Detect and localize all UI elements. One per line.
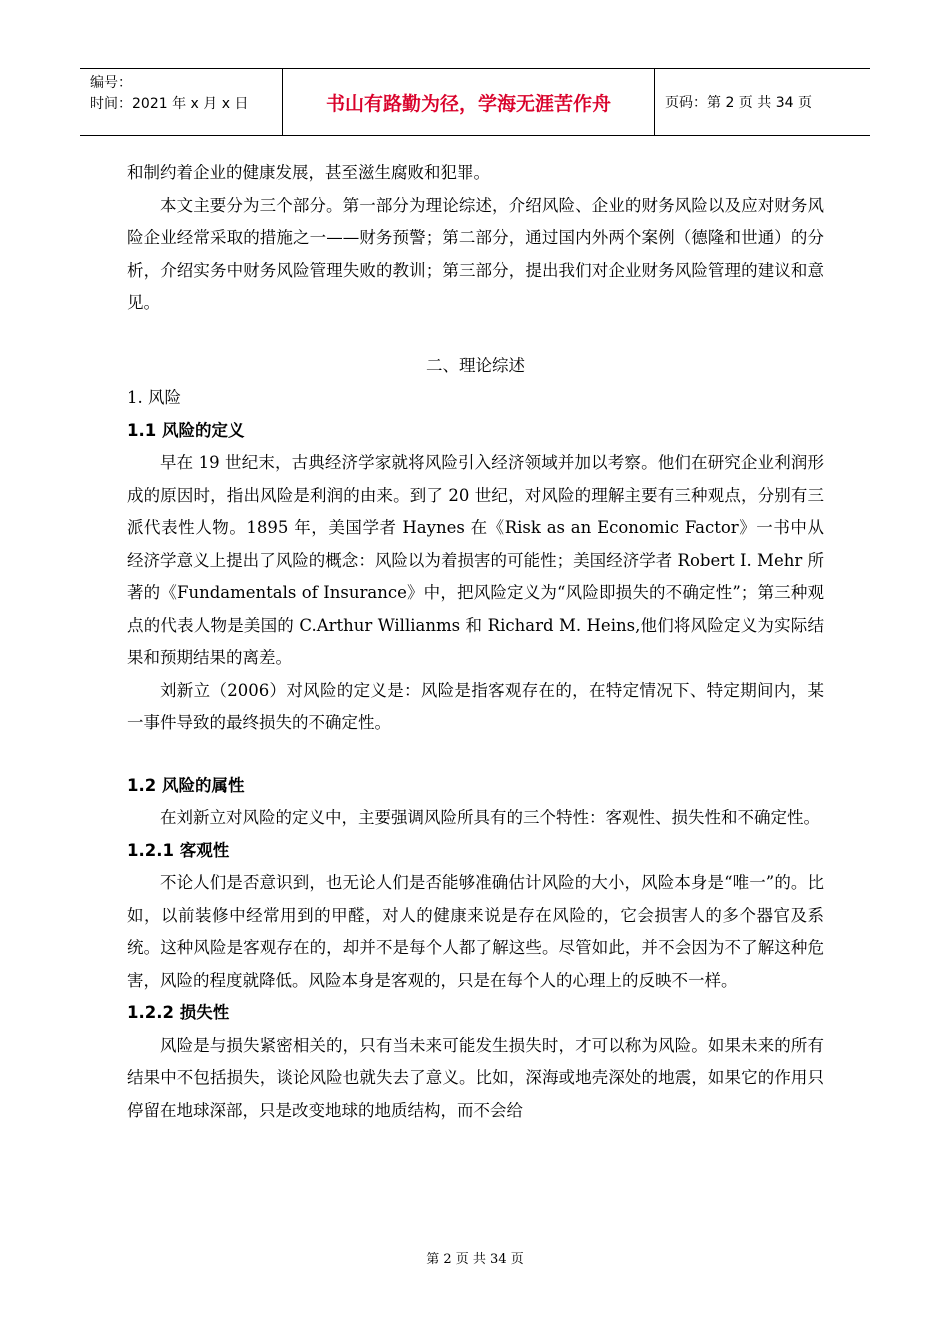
document-number-label: 编号： xyxy=(90,75,132,91)
page-header xyxy=(80,68,870,136)
subsection-heading: 1.2.2 损失性 xyxy=(127,1003,230,1022)
subsection-heading: 1.1 风险的定义 xyxy=(127,420,245,440)
page-footer: 第 2 页 共 34 页 xyxy=(426,1252,524,1267)
paragraph: 刘新立（2006）对风险的定义是：风险是指客观存在的，在特定情况下、特定期间内，某一事件导致的最终损失的不确定性。 xyxy=(127,680,824,732)
paragraph: 和制约着企业的健康发展，甚至滋生腐败和犯罪。 xyxy=(127,163,490,182)
paragraph: 风险是与损失紧密相关的，只有当未来可能发生损失时，才可以称为风险。如果未来的所有结果中不包括损失，谈论风险也就失去了意义。比如，深海或地壳深处的地震，如果它的作用只停留在地球深部，只是改变地球的地质结构，而不会给 xyxy=(127,1035,824,1120)
paragraph: 本文主要分为三个部分。第一部分为理论综述，介绍风险、企业的财务风险以及应对财务风险企业经常采取的措施之一——财务预警；第二部分，通过国内外两个案例（德隆和世通）的分析，介绍实务中财务风险管理失败的教训；第三部分，提出我们对企业财务风险管理的建议和意见。 xyxy=(127,195,824,312)
subsection-heading: 1. 风险 xyxy=(127,388,181,407)
spacer xyxy=(127,740,824,770)
paragraph: 在刘新立对风险的定义中，主要强调风险所具有的三个特性：客观性、损失性和不确定性。 xyxy=(160,808,820,827)
document-time-label: 时间：2021 年 x 月 x 日 xyxy=(90,96,249,112)
subsection-heading: 1.2.1 客观性 xyxy=(127,840,230,860)
section-heading: 二、理论综述 xyxy=(426,355,525,375)
document-body xyxy=(127,157,824,1127)
paragraph: 早在 19 世纪末，古典经济学家就将风险引入经济领域并加以考察。他们在研究企业利润形成的原因时，指出风险是利润的由来。到了 20 世纪，对风险的理解主要有三种观点，分别有三派代表性人物。1895 年，美国学者 Haynes 在《Risk as an Economic Factor》一书中从经济学意义上提出了风险的概念：风险以为着损害的可能性；美国经济学者 Robert I. Mehr 所著的《Fundamentals of Insurance》中，把风险定义为“风险即损失的不确定性”；第三种观点的代表人物是美国的 C.Arthur Willianms 和 Richard M. Heins,他们将风险定义为实际结果和预期结果的离差。 xyxy=(127,453,824,667)
header-motto: 书山有路勤为径，学海无涯苦作舟 xyxy=(282,69,655,135)
paragraph: 不论人们是否意识到，也无论人们是否能够准确估计风险的大小，风险本身是“唯一”的。比如，以前装修中经常用到的甲醛，对人的健康来说是存在风险的，它会损害人的多个器官及系统。这种风险是客观存在的，却并不是每个人都了解这些。尽管如此，并不会因为不了解这种危害，风险的程度就降低。风险本身是客观的，只是在每个人的心理上的反映不一样。 xyxy=(127,873,824,990)
header-left-cell xyxy=(80,69,282,135)
spacer xyxy=(127,320,824,350)
header-page-label: 页码：第 2 页 共 34 页 xyxy=(665,95,812,111)
subsection-heading: 1.2 风险的属性 xyxy=(127,775,245,795)
